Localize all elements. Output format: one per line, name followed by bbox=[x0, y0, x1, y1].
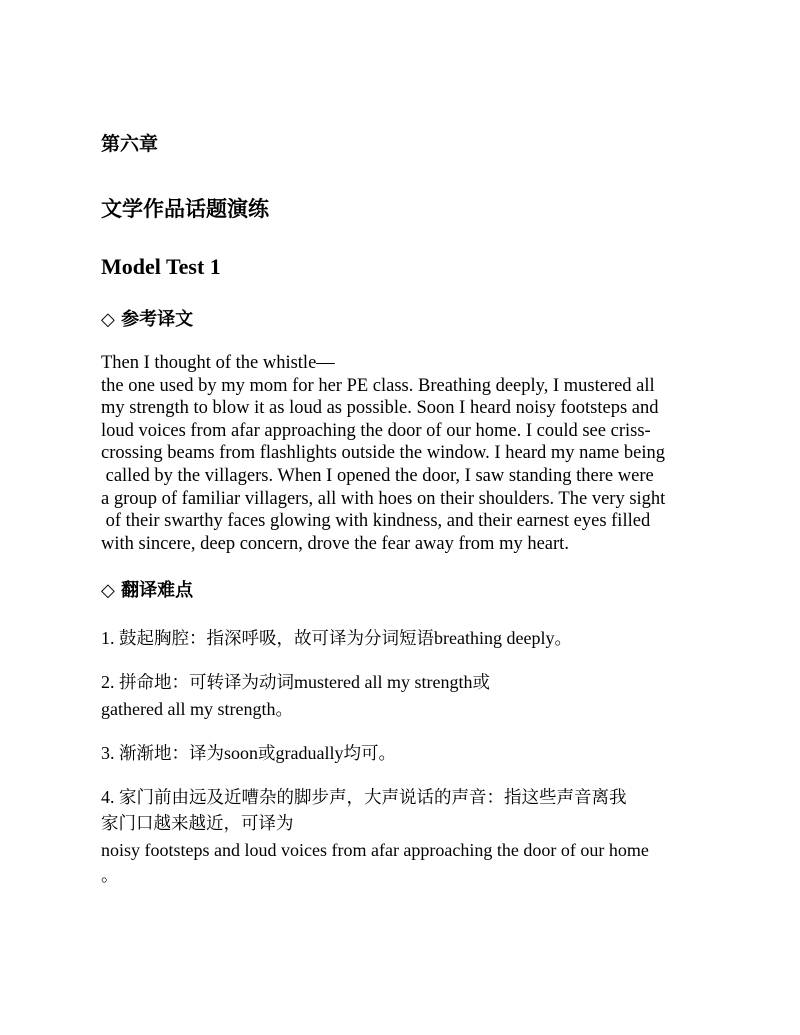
translation-line: with sincere, deep concern, drove the fear away from my heart. bbox=[101, 533, 569, 554]
note-line bbox=[101, 669, 711, 696]
translation-difficulties-heading: ◇ 翻译难点 bbox=[101, 580, 194, 602]
document-page bbox=[101, 130, 711, 889]
translation-line: my strength to blow it as loud as possible. Soon I heard noisy footsteps and bbox=[101, 398, 659, 419]
translation-line: called by the villagers. When I opened the door, I saw standing there were bbox=[101, 465, 654, 486]
translation-line: Then I thought of the whistle— bbox=[101, 353, 335, 373]
note-item-3 bbox=[101, 740, 711, 767]
note-line bbox=[101, 696, 711, 723]
note-chinese-text: 家门前由远及近嘈杂的脚步声，大声说话的声音：指这些声音离我 bbox=[119, 788, 627, 809]
note-item-4 bbox=[101, 784, 711, 889]
note-english-text: gradually bbox=[275, 743, 344, 764]
translation-line: of their swarthy faces glowing with kindness, and their earnest eyes filled bbox=[101, 511, 651, 532]
note-chinese-text: 渐渐地：译为 bbox=[119, 744, 224, 765]
note-english-text: soon bbox=[224, 743, 259, 764]
note-english-text: mustered all my strength bbox=[294, 672, 473, 693]
note-chinese-text: 鼓起胸腔：指深呼吸，故可译为分词短语 bbox=[119, 629, 434, 650]
note-english-text: gathered all my strength bbox=[101, 699, 276, 720]
note-number: 1. bbox=[101, 628, 119, 649]
note-chinese-text: 或 bbox=[472, 673, 490, 694]
translation-line: loud voices from afar approaching the door of our home. I could see criss- bbox=[101, 420, 651, 441]
note-punctuation: 。 bbox=[275, 700, 293, 721]
note-chinese-text: 均可。 bbox=[343, 744, 396, 765]
note-item-2 bbox=[101, 669, 711, 723]
translation-line: crossing beams from flashlights outside the window. I heard my name being bbox=[101, 443, 665, 464]
note-english-text: noisy footsteps and loud voices from afar approaching the door of our home bbox=[101, 840, 649, 861]
note-english-text: breathing deeply bbox=[434, 628, 555, 649]
chapter-heading: 第六章 bbox=[101, 133, 159, 155]
translation-line: a group of familiar villagers, all with hoes on their shoulders. The very sight bbox=[101, 488, 666, 509]
translation-paragraph bbox=[101, 352, 711, 555]
section-title: 文学作品话题演练 bbox=[101, 197, 269, 221]
note-punctuation: 。 bbox=[101, 866, 119, 887]
note-chinese-text: 家门口越来越近，可译为 bbox=[101, 814, 294, 835]
note-chinese-text: 拼命地：可转译为动词 bbox=[119, 673, 294, 694]
note-number: 4. bbox=[101, 787, 119, 808]
note-line bbox=[101, 784, 711, 811]
translation-line: the one used by my mom for her PE class. Breathing deeply, I mustered all bbox=[101, 375, 655, 396]
note-number: 3. bbox=[101, 743, 119, 764]
reference-translation-heading: ◇ 参考译文 bbox=[101, 309, 194, 330]
model-test-heading: Model Test 1 bbox=[101, 254, 221, 279]
note-item-1 bbox=[101, 625, 711, 652]
note-punctuation: 。 bbox=[554, 629, 572, 650]
note-number: 2. bbox=[101, 672, 119, 693]
note-chinese-text: 或 bbox=[258, 744, 276, 765]
